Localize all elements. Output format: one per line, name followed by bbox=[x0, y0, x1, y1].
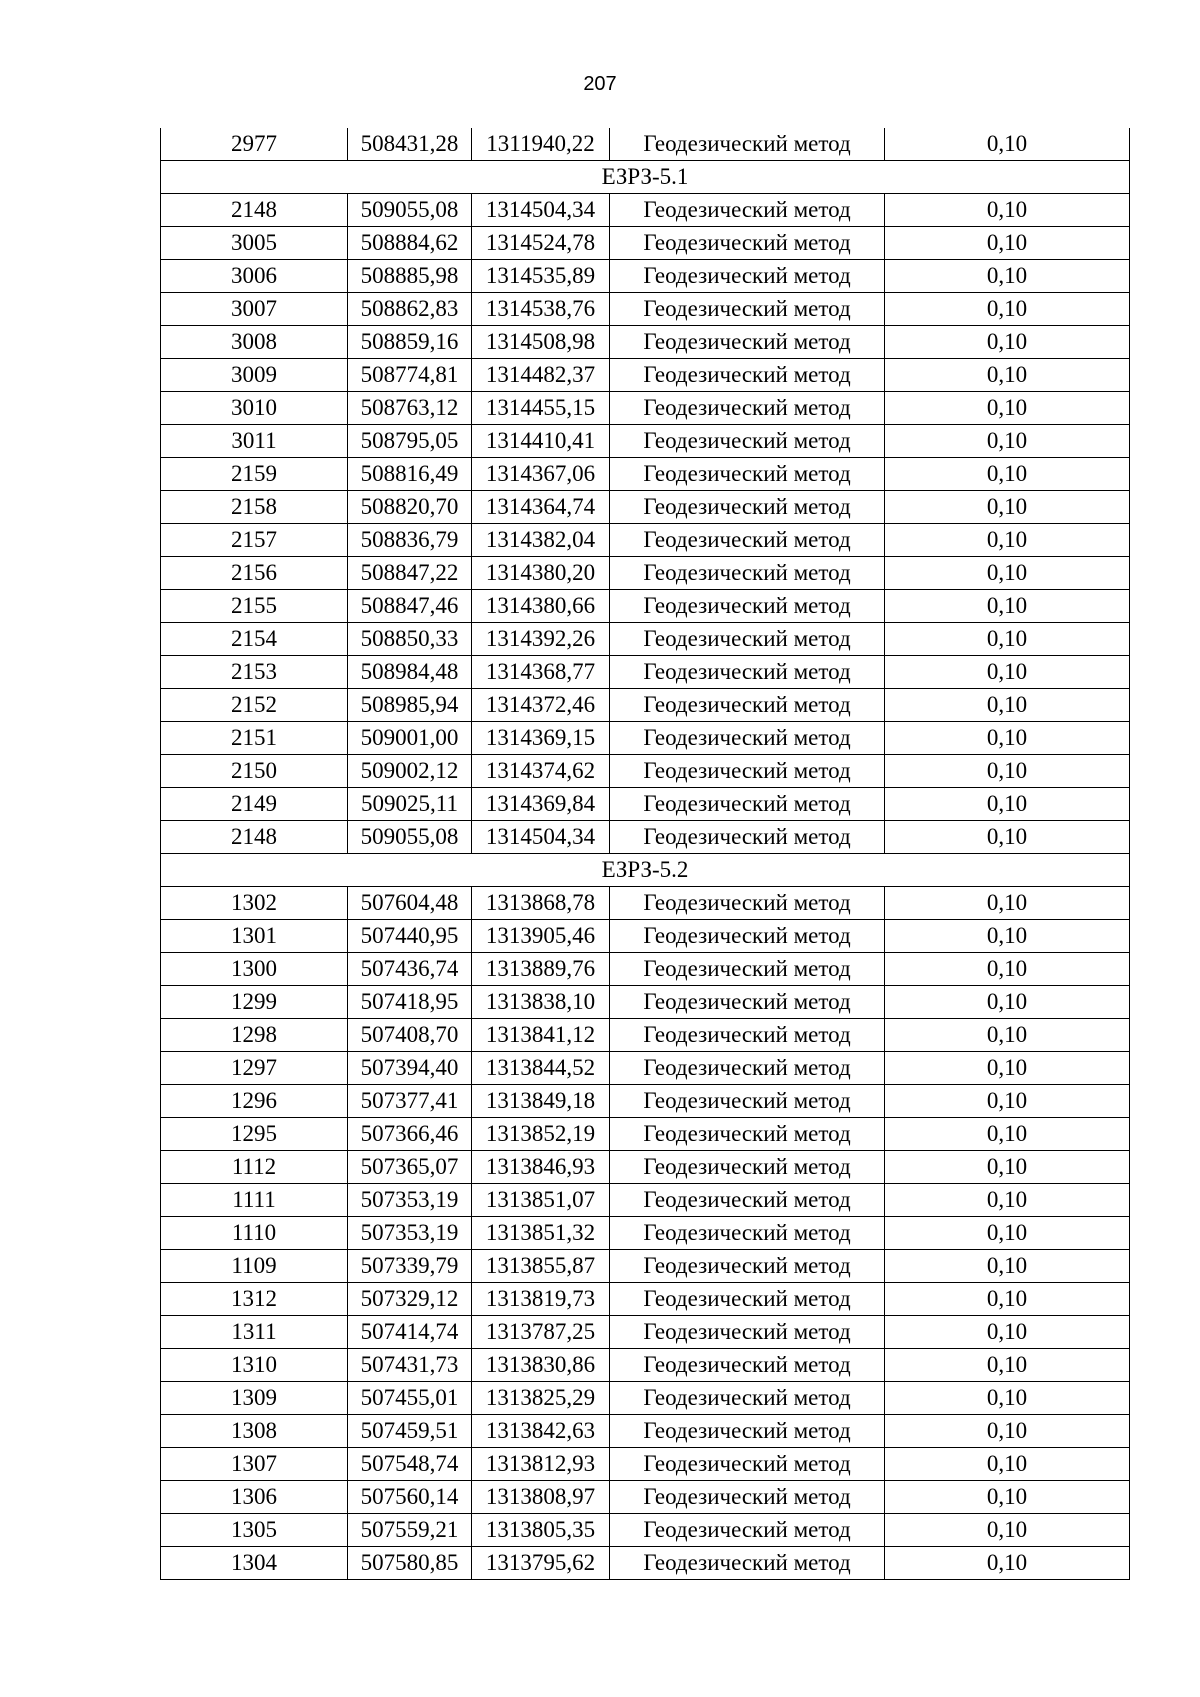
table-row bbox=[161, 1151, 1130, 1184]
point-number-cell: 2152 bbox=[161, 689, 348, 722]
x-coordinate-cell: 507604,48 bbox=[348, 887, 472, 920]
table-row bbox=[161, 788, 1130, 821]
point-number-cell: 2151 bbox=[161, 722, 348, 755]
method-cell: Геодезический метод bbox=[610, 986, 885, 1019]
table-row bbox=[161, 1052, 1130, 1085]
y-coordinate-cell: 1314369,15 bbox=[472, 722, 610, 755]
table-row bbox=[161, 887, 1130, 920]
point-number-cell: 2155 bbox=[161, 590, 348, 623]
table-row bbox=[161, 227, 1130, 260]
point-number-cell: 2150 bbox=[161, 755, 348, 788]
y-coordinate-cell: 1313812,93 bbox=[472, 1448, 610, 1481]
table-row bbox=[161, 491, 1130, 524]
table-row bbox=[161, 326, 1130, 359]
x-coordinate-cell: 507580,85 bbox=[348, 1547, 472, 1580]
x-coordinate-cell: 509001,00 bbox=[348, 722, 472, 755]
point-number-cell: 3008 bbox=[161, 326, 348, 359]
y-coordinate-cell: 1313852,19 bbox=[472, 1118, 610, 1151]
y-coordinate-cell: 1314482,37 bbox=[472, 359, 610, 392]
x-coordinate-cell: 507548,74 bbox=[348, 1448, 472, 1481]
point-number-cell: 2153 bbox=[161, 656, 348, 689]
point-number-cell: 3011 bbox=[161, 425, 348, 458]
point-number-cell: 3007 bbox=[161, 293, 348, 326]
table-row bbox=[161, 623, 1130, 656]
y-coordinate-cell: 1313830,86 bbox=[472, 1349, 610, 1382]
point-number-cell: 1312 bbox=[161, 1283, 348, 1316]
section-title: ЕЗРЗ-5.1 bbox=[161, 161, 1130, 194]
point-number-cell: 1300 bbox=[161, 953, 348, 986]
y-coordinate-cell: 1314524,78 bbox=[472, 227, 610, 260]
y-coordinate-cell: 1314410,41 bbox=[472, 425, 610, 458]
x-coordinate-cell: 507365,07 bbox=[348, 1151, 472, 1184]
x-coordinate-cell: 507440,95 bbox=[348, 920, 472, 953]
point-number-cell: 1301 bbox=[161, 920, 348, 953]
point-number-cell: 2157 bbox=[161, 524, 348, 557]
accuracy-cell: 0,10 bbox=[885, 194, 1130, 227]
y-coordinate-cell: 1314504,34 bbox=[472, 821, 610, 854]
accuracy-cell: 0,10 bbox=[885, 392, 1130, 425]
x-coordinate-cell: 509055,08 bbox=[348, 821, 472, 854]
y-coordinate-cell: 1313905,46 bbox=[472, 920, 610, 953]
table-row bbox=[161, 920, 1130, 953]
point-number-cell: 2158 bbox=[161, 491, 348, 524]
table-row bbox=[161, 1250, 1130, 1283]
table-row bbox=[161, 1415, 1130, 1448]
page-number: 207 bbox=[583, 73, 617, 95]
accuracy-cell: 0,10 bbox=[885, 227, 1130, 260]
y-coordinate-cell: 1313849,18 bbox=[472, 1085, 610, 1118]
y-coordinate-cell: 1314535,89 bbox=[472, 260, 610, 293]
y-coordinate-cell: 1313825,29 bbox=[472, 1382, 610, 1415]
point-number-cell: 3009 bbox=[161, 359, 348, 392]
table-row bbox=[161, 1316, 1130, 1349]
method-cell: Геодезический метод bbox=[610, 1481, 885, 1514]
x-coordinate-cell: 507459,51 bbox=[348, 1415, 472, 1448]
point-number-cell: 1109 bbox=[161, 1250, 348, 1283]
table-row bbox=[161, 194, 1130, 227]
accuracy-cell: 0,10 bbox=[885, 1382, 1130, 1415]
y-coordinate-cell: 1314372,46 bbox=[472, 689, 610, 722]
table-row bbox=[161, 359, 1130, 392]
x-coordinate-cell: 507436,74 bbox=[348, 953, 472, 986]
x-coordinate-cell: 507455,01 bbox=[348, 1382, 472, 1415]
accuracy-cell: 0,10 bbox=[885, 1085, 1130, 1118]
point-number-cell: 1295 bbox=[161, 1118, 348, 1151]
table-row bbox=[161, 953, 1130, 986]
method-cell: Геодезический метод bbox=[610, 1019, 885, 1052]
accuracy-cell: 0,10 bbox=[885, 656, 1130, 689]
coordinates-table-body bbox=[161, 128, 1130, 1580]
accuracy-cell: 0,10 bbox=[885, 1217, 1130, 1250]
method-cell: Геодезический метод bbox=[610, 821, 885, 854]
method-cell: Геодезический метод bbox=[610, 1250, 885, 1283]
x-coordinate-cell: 508885,98 bbox=[348, 260, 472, 293]
x-coordinate-cell: 508847,22 bbox=[348, 557, 472, 590]
accuracy-cell: 0,10 bbox=[885, 1547, 1130, 1580]
method-cell: Геодезический метод bbox=[610, 359, 885, 392]
y-coordinate-cell: 1313808,97 bbox=[472, 1481, 610, 1514]
x-coordinate-cell: 508836,79 bbox=[348, 524, 472, 557]
method-cell: Геодезический метод bbox=[610, 1316, 885, 1349]
method-cell: Геодезический метод bbox=[610, 1514, 885, 1547]
point-number-cell: 1112 bbox=[161, 1151, 348, 1184]
table-row bbox=[161, 1514, 1130, 1547]
x-coordinate-cell: 507394,40 bbox=[348, 1052, 472, 1085]
method-cell: Геодезический метод bbox=[610, 656, 885, 689]
x-coordinate-cell: 508795,05 bbox=[348, 425, 472, 458]
x-coordinate-cell: 507431,73 bbox=[348, 1349, 472, 1382]
accuracy-cell: 0,10 bbox=[885, 1052, 1130, 1085]
section-header-row bbox=[161, 161, 1130, 194]
x-coordinate-cell: 508862,83 bbox=[348, 293, 472, 326]
accuracy-cell: 0,10 bbox=[885, 359, 1130, 392]
accuracy-cell: 0,10 bbox=[885, 1184, 1130, 1217]
x-coordinate-cell: 507353,19 bbox=[348, 1217, 472, 1250]
y-coordinate-cell: 1313846,93 bbox=[472, 1151, 610, 1184]
method-cell: Геодезический метод bbox=[610, 623, 885, 656]
x-coordinate-cell: 507418,95 bbox=[348, 986, 472, 1019]
table-row bbox=[161, 1382, 1130, 1415]
accuracy-cell: 0,10 bbox=[885, 1514, 1130, 1547]
method-cell: Геодезический метод bbox=[610, 887, 885, 920]
table-row bbox=[161, 689, 1130, 722]
method-cell: Геодезический метод bbox=[610, 557, 885, 590]
x-coordinate-cell: 507414,74 bbox=[348, 1316, 472, 1349]
point-number-cell: 1305 bbox=[161, 1514, 348, 1547]
accuracy-cell: 0,10 bbox=[885, 623, 1130, 656]
accuracy-cell: 0,10 bbox=[885, 326, 1130, 359]
table-row bbox=[161, 557, 1130, 590]
method-cell: Геодезический метод bbox=[610, 920, 885, 953]
method-cell: Геодезический метод bbox=[610, 689, 885, 722]
y-coordinate-cell: 1313889,76 bbox=[472, 953, 610, 986]
table-row bbox=[161, 524, 1130, 557]
method-cell: Геодезический метод bbox=[610, 1085, 885, 1118]
point-number-cell: 2156 bbox=[161, 557, 348, 590]
y-coordinate-cell: 1313787,25 bbox=[472, 1316, 610, 1349]
coordinates-table bbox=[160, 128, 1130, 1580]
point-number-cell: 3010 bbox=[161, 392, 348, 425]
table-row bbox=[161, 128, 1130, 161]
accuracy-cell: 0,10 bbox=[885, 1250, 1130, 1283]
table-row bbox=[161, 656, 1130, 689]
point-number-cell: 2148 bbox=[161, 194, 348, 227]
table-row bbox=[161, 590, 1130, 623]
x-coordinate-cell: 507408,70 bbox=[348, 1019, 472, 1052]
point-number-cell: 1308 bbox=[161, 1415, 348, 1448]
method-cell: Геодезический метод bbox=[610, 590, 885, 623]
x-coordinate-cell: 507377,41 bbox=[348, 1085, 472, 1118]
method-cell: Геодезический метод bbox=[610, 788, 885, 821]
point-number-cell: 1306 bbox=[161, 1481, 348, 1514]
accuracy-cell: 0,10 bbox=[885, 1481, 1130, 1514]
x-coordinate-cell: 508850,33 bbox=[348, 623, 472, 656]
point-number-cell: 1299 bbox=[161, 986, 348, 1019]
accuracy-cell: 0,10 bbox=[885, 260, 1130, 293]
method-cell: Геодезический метод bbox=[610, 194, 885, 227]
accuracy-cell: 0,10 bbox=[885, 1415, 1130, 1448]
x-coordinate-cell: 509025,11 bbox=[348, 788, 472, 821]
method-cell: Геодезический метод bbox=[610, 128, 885, 161]
section-header-row bbox=[161, 854, 1130, 887]
table-row bbox=[161, 458, 1130, 491]
y-coordinate-cell: 1313838,10 bbox=[472, 986, 610, 1019]
accuracy-cell: 0,10 bbox=[885, 953, 1130, 986]
x-coordinate-cell: 508985,94 bbox=[348, 689, 472, 722]
point-number-cell: 1296 bbox=[161, 1085, 348, 1118]
method-cell: Геодезический метод bbox=[610, 1382, 885, 1415]
accuracy-cell: 0,10 bbox=[885, 821, 1130, 854]
y-coordinate-cell: 1314508,98 bbox=[472, 326, 610, 359]
accuracy-cell: 0,10 bbox=[885, 887, 1130, 920]
table-row bbox=[161, 821, 1130, 854]
point-number-cell: 3006 bbox=[161, 260, 348, 293]
accuracy-cell: 0,10 bbox=[885, 722, 1130, 755]
method-cell: Геодезический метод bbox=[610, 293, 885, 326]
y-coordinate-cell: 1314455,15 bbox=[472, 392, 610, 425]
table-row bbox=[161, 1547, 1130, 1580]
point-number-cell: 1297 bbox=[161, 1052, 348, 1085]
accuracy-cell: 0,10 bbox=[885, 1118, 1130, 1151]
x-coordinate-cell: 508431,28 bbox=[348, 128, 472, 161]
point-number-cell: 1111 bbox=[161, 1184, 348, 1217]
x-coordinate-cell: 507560,14 bbox=[348, 1481, 472, 1514]
y-coordinate-cell: 1311940,22 bbox=[472, 128, 610, 161]
x-coordinate-cell: 509055,08 bbox=[348, 194, 472, 227]
y-coordinate-cell: 1314364,74 bbox=[472, 491, 610, 524]
method-cell: Геодезический метод bbox=[610, 491, 885, 524]
accuracy-cell: 0,10 bbox=[885, 293, 1130, 326]
y-coordinate-cell: 1314538,76 bbox=[472, 293, 610, 326]
method-cell: Геодезический метод bbox=[610, 425, 885, 458]
x-coordinate-cell: 508847,46 bbox=[348, 590, 472, 623]
table-row bbox=[161, 722, 1130, 755]
method-cell: Геодезический метод bbox=[610, 1547, 885, 1580]
point-number-cell: 1310 bbox=[161, 1349, 348, 1382]
accuracy-cell: 0,10 bbox=[885, 491, 1130, 524]
point-number-cell: 1307 bbox=[161, 1448, 348, 1481]
table-row bbox=[161, 1085, 1130, 1118]
point-number-cell: 2977 bbox=[161, 128, 348, 161]
method-cell: Геодезический метод bbox=[610, 1349, 885, 1382]
table-row bbox=[161, 1481, 1130, 1514]
method-cell: Геодезический метод bbox=[610, 722, 885, 755]
y-coordinate-cell: 1314374,62 bbox=[472, 755, 610, 788]
y-coordinate-cell: 1313851,32 bbox=[472, 1217, 610, 1250]
y-coordinate-cell: 1314368,77 bbox=[472, 656, 610, 689]
method-cell: Геодезический метод bbox=[610, 458, 885, 491]
method-cell: Геодезический метод bbox=[610, 755, 885, 788]
method-cell: Геодезический метод bbox=[610, 1118, 885, 1151]
accuracy-cell: 0,10 bbox=[885, 1283, 1130, 1316]
x-coordinate-cell: 508774,81 bbox=[348, 359, 472, 392]
accuracy-cell: 0,10 bbox=[885, 1448, 1130, 1481]
accuracy-cell: 0,10 bbox=[885, 1316, 1130, 1349]
y-coordinate-cell: 1314392,26 bbox=[472, 623, 610, 656]
y-coordinate-cell: 1314382,04 bbox=[472, 524, 610, 557]
x-coordinate-cell: 508820,70 bbox=[348, 491, 472, 524]
method-cell: Геодезический метод bbox=[610, 326, 885, 359]
table-row bbox=[161, 260, 1130, 293]
y-coordinate-cell: 1313841,12 bbox=[472, 1019, 610, 1052]
accuracy-cell: 0,10 bbox=[885, 1151, 1130, 1184]
y-coordinate-cell: 1313855,87 bbox=[472, 1250, 610, 1283]
x-coordinate-cell: 507339,79 bbox=[348, 1250, 472, 1283]
x-coordinate-cell: 508859,16 bbox=[348, 326, 472, 359]
accuracy-cell: 0,10 bbox=[885, 986, 1130, 1019]
point-number-cell: 2149 bbox=[161, 788, 348, 821]
table-row bbox=[161, 1184, 1130, 1217]
x-coordinate-cell: 507366,46 bbox=[348, 1118, 472, 1151]
accuracy-cell: 0,10 bbox=[885, 920, 1130, 953]
method-cell: Геодезический метод bbox=[610, 1052, 885, 1085]
accuracy-cell: 0,10 bbox=[885, 689, 1130, 722]
accuracy-cell: 0,10 bbox=[885, 425, 1130, 458]
table-row bbox=[161, 425, 1130, 458]
accuracy-cell: 0,10 bbox=[885, 788, 1130, 821]
table-row bbox=[161, 1217, 1130, 1250]
method-cell: Геодезический метод bbox=[610, 953, 885, 986]
method-cell: Геодезический метод bbox=[610, 1283, 885, 1316]
accuracy-cell: 0,10 bbox=[885, 557, 1130, 590]
x-coordinate-cell: 508984,48 bbox=[348, 656, 472, 689]
y-coordinate-cell: 1313851,07 bbox=[472, 1184, 610, 1217]
section-title: ЕЗРЗ-5.2 bbox=[161, 854, 1130, 887]
point-number-cell: 1309 bbox=[161, 1382, 348, 1415]
x-coordinate-cell: 507559,21 bbox=[348, 1514, 472, 1547]
y-coordinate-cell: 1313842,63 bbox=[472, 1415, 610, 1448]
point-number-cell: 1311 bbox=[161, 1316, 348, 1349]
method-cell: Геодезический метод bbox=[610, 1448, 885, 1481]
accuracy-cell: 0,10 bbox=[885, 590, 1130, 623]
table-row bbox=[161, 392, 1130, 425]
table-row bbox=[161, 1283, 1130, 1316]
method-cell: Геодезический метод bbox=[610, 1415, 885, 1448]
y-coordinate-cell: 1314380,20 bbox=[472, 557, 610, 590]
accuracy-cell: 0,10 bbox=[885, 755, 1130, 788]
point-number-cell: 2154 bbox=[161, 623, 348, 656]
method-cell: Геодезический метод bbox=[610, 260, 885, 293]
accuracy-cell: 0,10 bbox=[885, 128, 1130, 161]
y-coordinate-cell: 1313795,62 bbox=[472, 1547, 610, 1580]
y-coordinate-cell: 1314380,66 bbox=[472, 590, 610, 623]
y-coordinate-cell: 1313805,35 bbox=[472, 1514, 610, 1547]
table-row bbox=[161, 1349, 1130, 1382]
method-cell: Геодезический метод bbox=[610, 524, 885, 557]
table-row bbox=[161, 293, 1130, 326]
point-number-cell: 2148 bbox=[161, 821, 348, 854]
method-cell: Геодезический метод bbox=[610, 227, 885, 260]
table-row bbox=[161, 1448, 1130, 1481]
table-row bbox=[161, 1019, 1130, 1052]
method-cell: Геодезический метод bbox=[610, 1184, 885, 1217]
y-coordinate-cell: 1314504,34 bbox=[472, 194, 610, 227]
x-coordinate-cell: 508884,62 bbox=[348, 227, 472, 260]
point-number-cell: 1110 bbox=[161, 1217, 348, 1250]
point-number-cell: 3005 bbox=[161, 227, 348, 260]
point-number-cell: 1304 bbox=[161, 1547, 348, 1580]
x-coordinate-cell: 508763,12 bbox=[348, 392, 472, 425]
y-coordinate-cell: 1313844,52 bbox=[472, 1052, 610, 1085]
table-row bbox=[161, 986, 1130, 1019]
x-coordinate-cell: 508816,49 bbox=[348, 458, 472, 491]
table-row bbox=[161, 755, 1130, 788]
method-cell: Геодезический метод bbox=[610, 1217, 885, 1250]
y-coordinate-cell: 1313819,73 bbox=[472, 1283, 610, 1316]
x-coordinate-cell: 507353,19 bbox=[348, 1184, 472, 1217]
x-coordinate-cell: 509002,12 bbox=[348, 755, 472, 788]
point-number-cell: 2159 bbox=[161, 458, 348, 491]
accuracy-cell: 0,10 bbox=[885, 458, 1130, 491]
x-coordinate-cell: 507329,12 bbox=[348, 1283, 472, 1316]
y-coordinate-cell: 1314369,84 bbox=[472, 788, 610, 821]
point-number-cell: 1302 bbox=[161, 887, 348, 920]
table-row bbox=[161, 1118, 1130, 1151]
y-coordinate-cell: 1313868,78 bbox=[472, 887, 610, 920]
point-number-cell: 1298 bbox=[161, 1019, 348, 1052]
y-coordinate-cell: 1314367,06 bbox=[472, 458, 610, 491]
accuracy-cell: 0,10 bbox=[885, 1349, 1130, 1382]
method-cell: Геодезический метод bbox=[610, 392, 885, 425]
accuracy-cell: 0,10 bbox=[885, 524, 1130, 557]
accuracy-cell: 0,10 bbox=[885, 1019, 1130, 1052]
method-cell: Геодезический метод bbox=[610, 1151, 885, 1184]
